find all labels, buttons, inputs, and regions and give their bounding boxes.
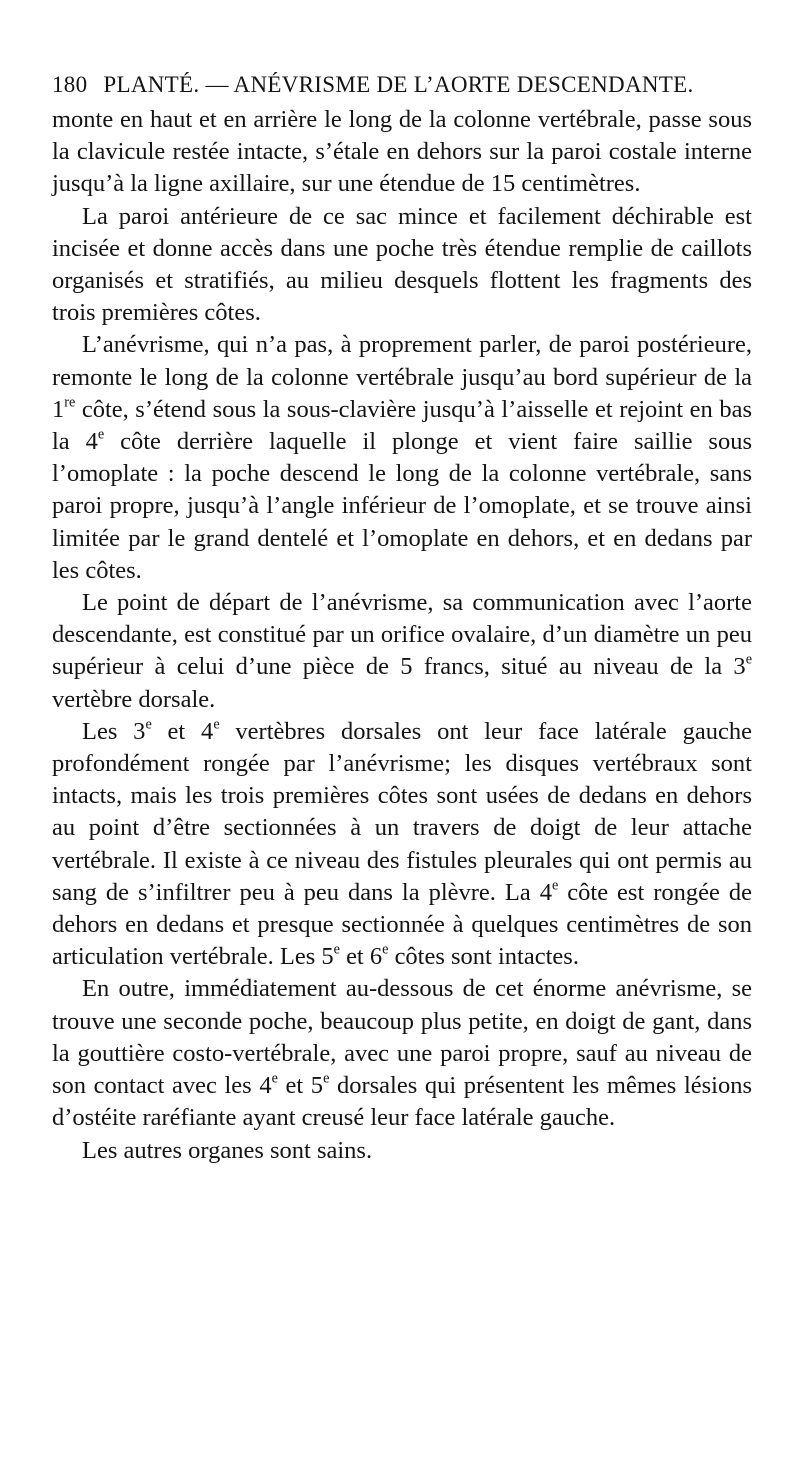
paragraph: Les 3e et 4e vertèbres dorsales ont leur face latérale gauche profondément rongée par l’anévrisme; les disques vertébraux sont intacts, mais les trois premières côtes sont usées de dedans en dehors au point d’être sectionnées à un travers de doigt de leur attache vertébrale. Il existe à ce niveau des fistules pleurales qui ont permis au sang de s’infiltrer peu à peu dans la plèvre. La 4e côte est rongée de dehors en dedans et presque sectionnée à quelques centimètres de son articulation vertébrale. Les 5e et 6e côtes sont intactes. — [52, 716, 752, 971]
running-title: PLANTÉ. — ANÉVRISME DE L’AORTE DESCENDANTE. — [103, 72, 694, 97]
page-header — [52, 70, 752, 104]
paragraph: L’anévrisme, qui n’a pas, à proprement parler, de paroi postérieure, remonte le long de la colonne vertébrale jusqu’au bord supérieur de la 1re côte, s’étend sous la sous-clavière jusqu’à l’aisselle et rejoint en bas la 4e côte derrière laquelle il plonge et vient faire saillie sous l’omoplate : la poche descend le long de la colonne vertébrale, sans paroi propre, jusqu’à l’angle inférieur de l’omoplate, et se trouve ainsi limitée par le grand dentelé et l’omoplate en dehors, et en dedans par les côtes. — [52, 331, 752, 584]
paragraph: En outre, immédiatement au-dessous de cet énorme anévrisme, se trouve une seconde poche, beaucoup plus petite, en doigt de gant, dans la gouttière costo-vertébrale, avec une paroi propre, sauf au niveau de son contact avec les 4e et 5e dorsales qui présentent les mêmes lésions d’ostéite raréfiante ayant creusé leur face latérale gauche. — [52, 975, 753, 1132]
page-number: 180 — [52, 72, 88, 97]
book-page — [52, 70, 752, 1167]
body-text — [52, 104, 752, 1167]
paragraph: Le point de départ de l’anévrisme, sa communication avec l’aorte descendante, est constitué par un orifice ovalaire, d’un diamètre un peu supérieur à celui d’une pièce de 5 francs, situé au niveau de la 3e vertèbre dorsale. — [52, 589, 752, 713]
paragraph: monte en haut et en arrière le long de la colonne vertébrale, passe sous la clavicule restée intacte, s’étale en dehors sur la paroi costale interne jusqu’à la ligne axillaire, sur une étendue de 15 centimètres. — [52, 106, 752, 198]
paragraph: La paroi antérieure de ce sac mince et facilement déchirable est incisée et donne accès dans une poche très étendue remplie de caillots organisés et stratifiés, au milieu desquels flottent les fragments des trois premières côtes. — [52, 202, 752, 327]
paragraph: Les autres organes sont sains. — [82, 1136, 373, 1164]
